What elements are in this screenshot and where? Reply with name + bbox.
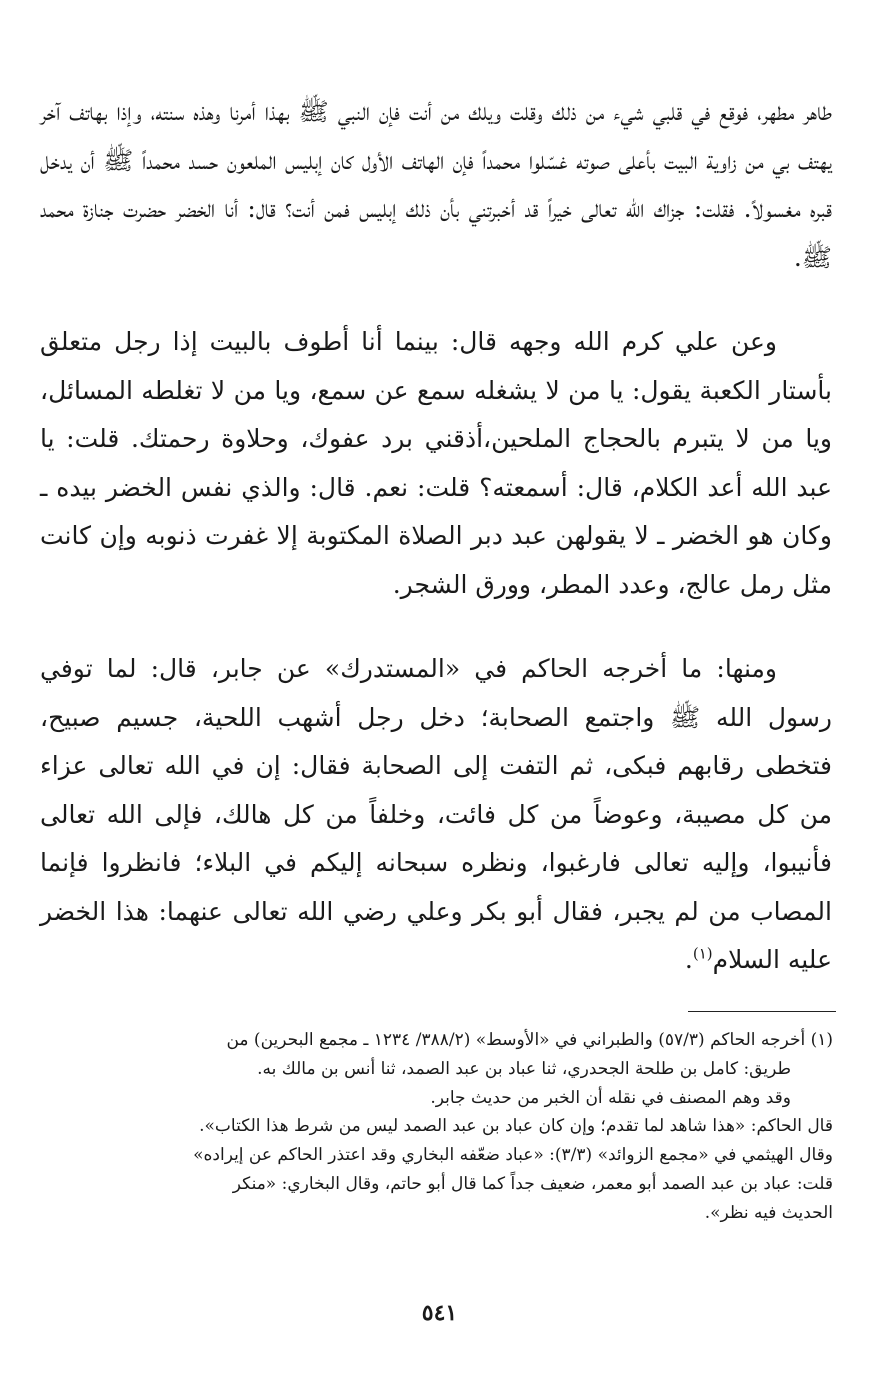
footnote-line: قال الحاكم: «هذا شاهد لما تقدم؛ وإن كان عباد بن عبد الصمد ليس من شرط هذا الكتاب». xyxy=(199,1116,833,1137)
footnote-line: قلت: عباد بن عبد الصمد أبو معمر، ضعيف جداً كما قال أبو حاتم، وقال البخاري: «منكر xyxy=(232,1173,833,1194)
paragraph-hakim-end: . xyxy=(684,945,693,974)
footnote-line: وقال الهيثمي في «مجمع الزوائد» (٣/٣): «عباد ضعّفه البخاري وقد اعتذر الحاكم عن إيراده» xyxy=(193,1145,833,1166)
footnote-separator xyxy=(688,1011,836,1012)
paragraph-khidr-funeral: طاهر مطهر، فوقع في قلبي شيء من ذلك وقلت ويلك من أنت فإن النبي ﷺ بهذا أمرنا وهذه سنته، وإذا بهاتف آخر يهتف بي من زاوية البيت بأعلى صوته غسّلوا محمداً فإن الهاتف الأول كان إبليس الملعون حسد محمداً ﷺ أن يدخل قبره مغسولاً. فقلت: جزاك الله تعالى خيراً قد أخبرتني بأن ذلك إبليس فمن أنت؟ قال: أنا الخضر حضرت جنازة محمد ﷺ. xyxy=(40,97,832,272)
main-text xyxy=(40,88,832,985)
paragraph-hakim-narration xyxy=(40,645,832,985)
paragraph-ali-narration: وعن علي كرم الله وجهه قال: بينما أنا أطوف بالبيت إذا رجل متعلق بأستار الكعبة يقول: يا من لا يشغله سمع عن سمع، ويا من لا تغلطه المسائل، ويا من لا يتبرم بالحجاج الملحين،أذقني برد عفوك، وحلاوة رحمتك. قلت: يا عبد الله أعد الكلام، قال: أسمعته؟ قلت: نعم. قال: والذي نفس الخضر بيده ـ وكان هو الخضر ـ لا يقولهن عبد دبر الصلاة المكتوبة إلا غفرت ذنوبه وإن كانت مثل رمل عالج، وعدد المطر، وورق الشجر. xyxy=(40,327,832,599)
page-number: ٥٤١ xyxy=(421,1300,458,1326)
footnote-line: الحديث فيه نظر». xyxy=(704,1202,833,1223)
footnote-line: طريق: كامل بن طلحة الجحدري، ثنا عباد بن عبد الصمد، ثنا أنس بن مالك به. xyxy=(257,1058,791,1079)
footnote-line: وقد وهم المصنف في نقله أن الخبر من حديث جابر. xyxy=(430,1087,791,1108)
footnote-reference-marker: (١) xyxy=(692,944,713,963)
paragraph-hakim-text: ومنها: ما أخرجه الحاكم في «المستدرك» عن جابر، قال: لما توفي رسول الله ﷺ واجتمع الصحابة؛ دخل رجل أشهب اللحية، جسيم صبيح، فتخطى رقابهم فبكى، ثم التفت إلى الصحابة فقال: إن في الله تعالى عزاء من كل مصيبة، وعوضاً من كل فائت، وخلفاً من كل هالك، فإلى الله تعالى فأنيبوا، وإليه تعالى فارغبوا، ونظره سبحانه إليكم في البلاء؛ فانظروا فإنما المصاب من لم يجبر، فقال أبو بكر وعلي رضي الله تعالى عنهما: هذا الخضر عليه السلام xyxy=(40,654,832,974)
footnote-line: (١) أخرجه الحاكم (٥٧/٣) والطبراني في «الأوسط» (٣٨٨/٢/ ١٢٣٤ ـ مجمع البحرين) من xyxy=(226,1030,833,1050)
footnotes xyxy=(42,1026,833,1228)
